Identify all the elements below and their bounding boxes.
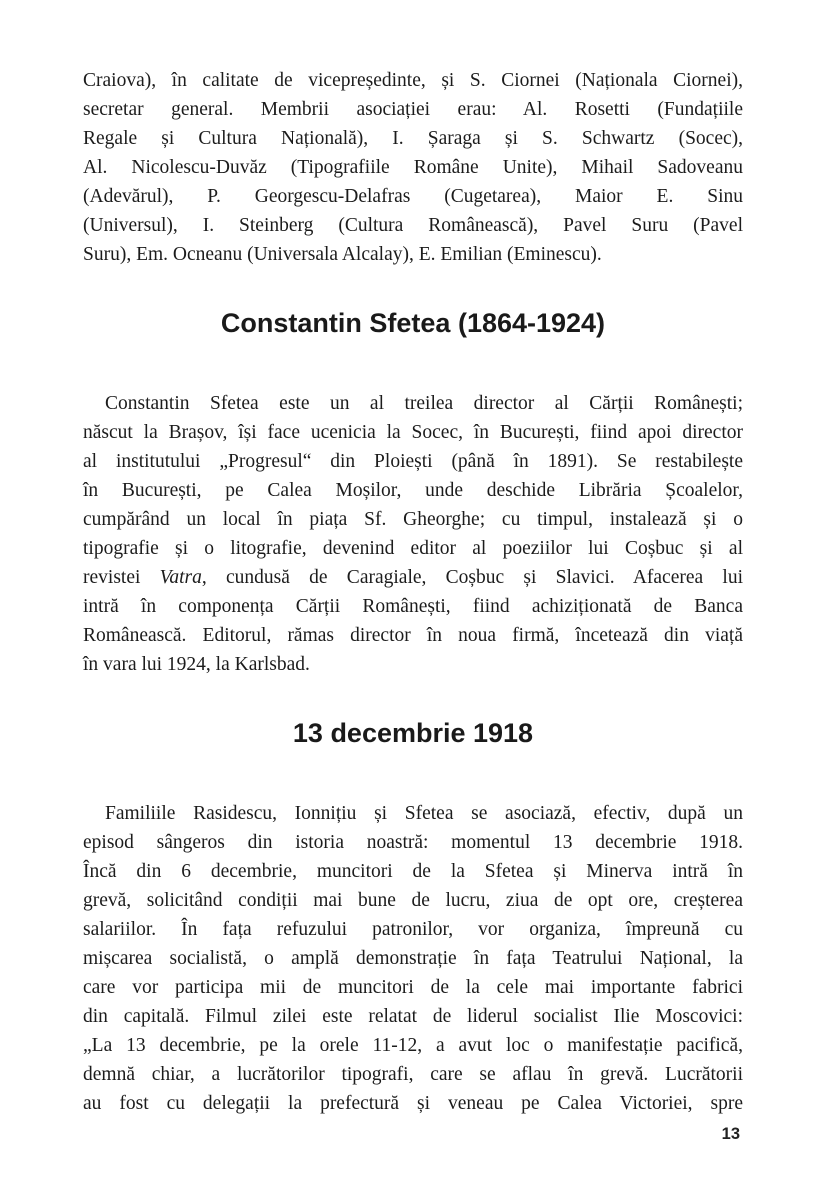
- text-line: Încă din 6 decembrie, muncitori de la Sfetea și Minerva intră în: [83, 861, 743, 882]
- text-line: secretar general. Membrii asociației erau: Al. Rosetti (Fundațiile: [83, 99, 743, 120]
- text-line: intră în componența Cărții Românești, fiind achiziționată de Banca: [83, 596, 743, 617]
- text-line: episod sângeros din istoria noastră: momentul 13 decembrie 1918.: [83, 832, 743, 853]
- italic-title-vatra: Vatra: [159, 567, 202, 588]
- paragraph-sfetea-bio: [83, 389, 743, 679]
- text-line: (Universul), I. Steinberg (Cultura Românească), Pavel Suru (Pavel: [83, 215, 743, 236]
- text-line: Suru), Em. Ocneanu (Universala Alcalay), E. Emilian (Eminescu).: [83, 244, 602, 265]
- text-line: tipografie și o litografie, devenind editor al poeziilor lui Coșbuc și al: [83, 538, 743, 559]
- text-line: în București, pe Calea Moșilor, unde deschide Librăria Școalelor,: [83, 480, 743, 501]
- text-line: grevă, solicitând condiții mai bune de lucru, ziua de opt ore, creșterea: [83, 890, 743, 911]
- text-line: Craiova), în calitate de vicepreședinte, și S. Ciornei (Naționala Ciornei),: [83, 70, 743, 91]
- text-line-with-italic: [83, 563, 743, 592]
- text-line: Familiile Rasidescu, Ionnițiu și Sfetea se asociază, efectiv, după un: [105, 803, 743, 824]
- text-line: Românească. Editorul, rămas director în noua firmă, încetează din viață: [83, 625, 743, 646]
- section-heading-constantin-sfetea: Constantin Sfetea (1864-1924): [220, 308, 606, 338]
- text-line: demnă chiar, a lucrătorilor tipografi, care se aflau în grevă. Lucrătorii: [83, 1064, 743, 1085]
- text-segment: , cundusă de Caragiale, Coșbuc și Slavici. Afacerea lui: [201, 567, 743, 588]
- text-line: (Adevărul), P. Georgescu-Delafras (Cugetarea), Maior E. Sinu: [83, 186, 743, 207]
- text-line: care vor participa mii de muncitori de la cele mai importante fabrici: [83, 977, 743, 998]
- text-line: au fost cu delegații la prefectură și veneau pe Calea Victoriei, spre: [83, 1093, 743, 1114]
- text-line: Regale și Cultura Națională), I. Șaraga și S. Schwartz (Socec),: [83, 128, 743, 149]
- text-line: salariilor. În fața refuzului patronilor, vor organiza, împreună cu: [83, 919, 743, 940]
- text-line: cumpărând un local în piața Sf. Gheorghe; cu timpul, instalează și o: [83, 509, 743, 530]
- paragraph-13-decembrie: [83, 799, 743, 1118]
- text-line: în vara lui 1924, la Karlsbad.: [83, 654, 310, 675]
- text-segment: revistei: [83, 567, 160, 588]
- text-line: născut la Brașov, își face ucenicia la Socec, în București, fiind apoi director: [83, 422, 743, 443]
- text-line: din capitală. Filmul zilei este relatat de liderul socialist Ilie Moscovici:: [83, 1006, 743, 1027]
- text-line: Constantin Sfetea este un al treilea director al Cărții Românești;: [105, 393, 743, 414]
- text-line: mișcarea socialistă, o amplă demonstrație în fața Teatrului Național, la: [83, 948, 743, 969]
- paragraph-continuation: [83, 66, 743, 269]
- text-line: al institutului „Progresul“ din Ploiești (până în 1891). Se restabilește: [83, 451, 743, 472]
- section-heading-13-decembrie-1918: 13 decembrie 1918: [292, 718, 534, 748]
- text-line: Al. Nicolescu-Duvăz (Tipografiile Române Unite), Mihail Sadoveanu: [83, 157, 743, 178]
- page-number: 13: [721, 1125, 740, 1143]
- text-line: „La 13 decembrie, pe la orele 11-12, a avut loc o manifestație pacifică,: [83, 1035, 743, 1056]
- text-block: [83, 66, 743, 1118]
